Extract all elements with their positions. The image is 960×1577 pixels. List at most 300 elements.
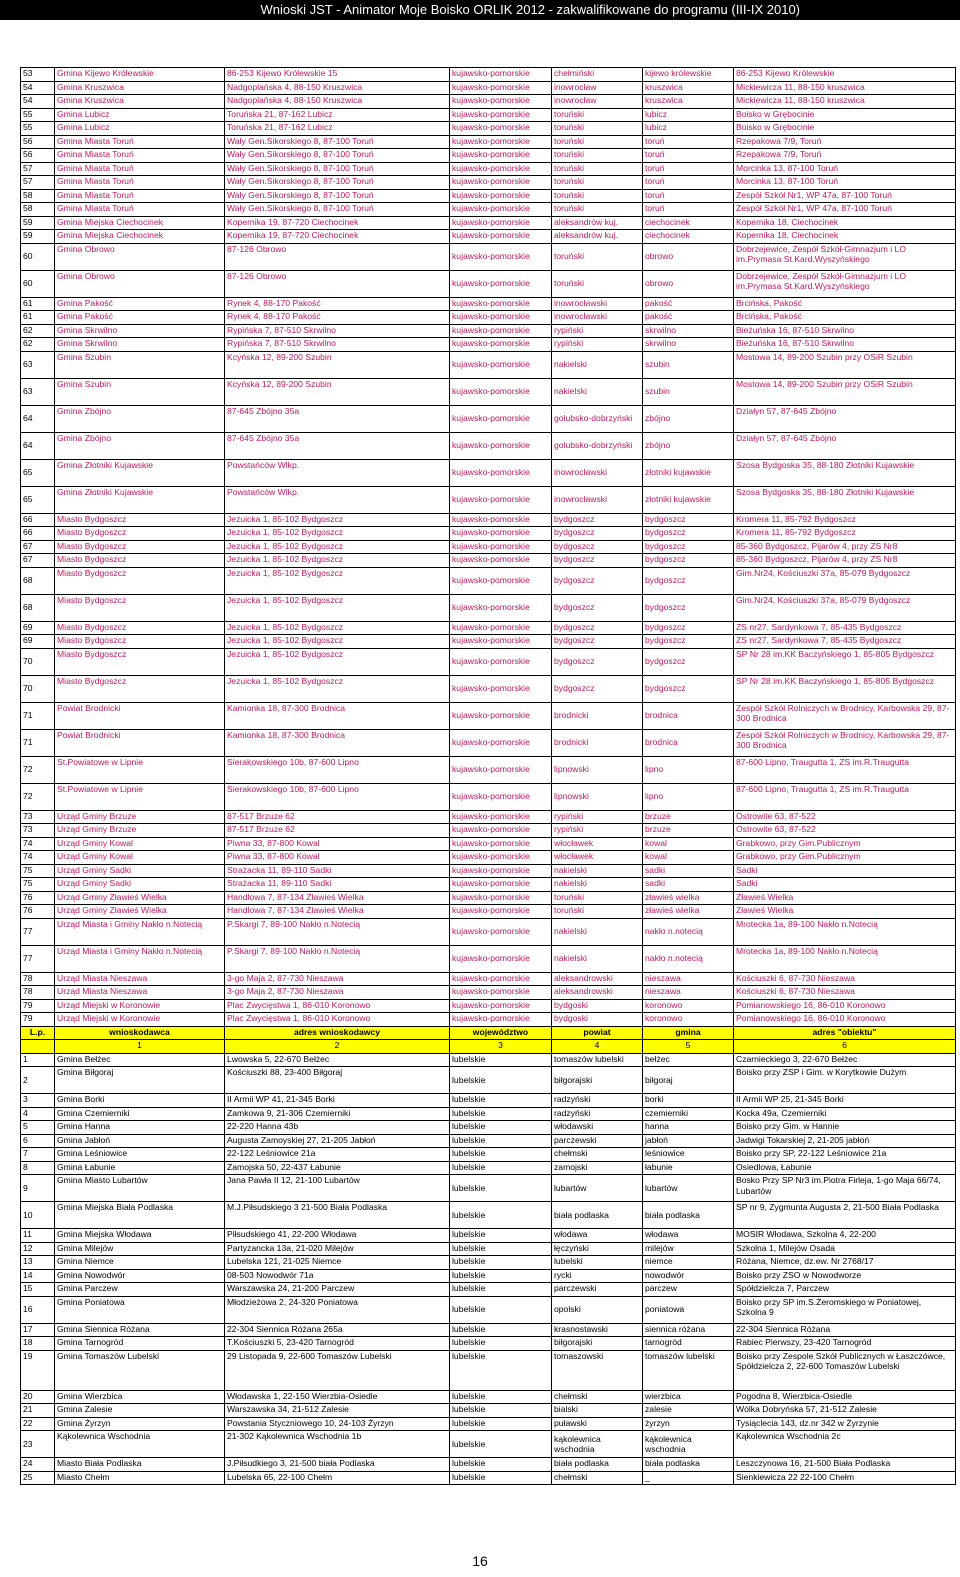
county-cell: nakielski [552,878,643,892]
voivodeship-cell: kujawsko-pomorskie [450,486,552,513]
row-number: 10 [21,1202,55,1229]
row-number: 23 [21,1431,55,1458]
commune-cell: zbójno [643,432,734,459]
commune-cell: kąkolewnica wschodnia [643,1431,734,1458]
voivodeship-cell: lubelskie [450,1471,552,1485]
facility-address-cell: Mickiewicza 11, 88-150 kruszwica [734,95,956,109]
table-row [21,1242,956,1256]
table-row [21,1471,956,1485]
county-cell: inowrocław [552,81,643,95]
row-number: 15 [21,1283,55,1297]
applicant-cell: Gmina Miasta Toruń [55,162,225,176]
voivodeship-cell: kujawsko-pomorskie [450,216,552,230]
voivodeship-cell: kujawsko-pomorskie [450,918,552,945]
applicant-cell: Gmina Nowodwór [55,1269,225,1283]
county-cell: radzyński [552,1107,643,1121]
facility-address-cell: Boisko przy SP im.S.Żeromskiego w Poniatowej, Szkolna 9 [734,1296,956,1323]
row-number: 17 [21,1323,55,1337]
applicant-cell: Gmina Parczew [55,1283,225,1297]
county-cell: bialski [552,1404,643,1418]
applicant-address-cell: Piwna 33, 87-800 Kowal [225,837,450,851]
table-row [21,999,956,1013]
commune-cell: toruń [643,176,734,190]
table-row [21,1323,956,1337]
row-number: 64 [21,405,55,432]
facility-address-cell: Ostrowite 63, 87-522 [734,824,956,838]
row-number: 20 [21,1390,55,1404]
facility-address-cell: Sadki [734,878,956,892]
applicant-cell: Gmina Zbójno [55,405,225,432]
applicant-address-cell: M.J.Piłsudskiego 3 21-500 Biała Podlaska [225,1202,450,1229]
applicant-cell: Gmina Zbójno [55,432,225,459]
applicant-address-cell: T.Kościuszki 5, 23-420 Tarnogród [225,1337,450,1351]
applicant-address-cell: Plac Zwycięstwa 1, 86-010 Koronowo [225,1013,450,1027]
table-row [21,122,956,136]
row-number: 77 [21,918,55,945]
county-cell: biłgorajski [552,1067,643,1094]
applicant-address-cell: 22-220 Hanna 43b [225,1121,450,1135]
county-cell: lipnowski [552,783,643,810]
facility-address-cell: Mrotecka 1a, 89-100 Nakło n.Notecią [734,945,956,972]
row-number: 16 [21,1296,55,1323]
applicant-address-cell: Jezuicka 1, 85-102 Bydgoszcz [225,635,450,649]
facility-address-cell: Dobrzejewice, Zespół Szkół-Gimnazjum i LO im.Prymasa St.Kard.Wyszyńskiego [734,243,956,270]
table-row [21,297,956,311]
row-number: 61 [21,297,55,311]
voivodeship-cell: kujawsko-pomorskie [450,149,552,163]
page-header [0,0,960,20]
applicant-address-cell: Jezuicka 1, 85-102 Bydgoszcz [225,527,450,541]
applicant-cell: Kąkolewnica Wschodnia [55,1431,225,1458]
facility-address-cell: Sienkiewicza 22 22-100 Chełm [734,1471,956,1485]
voivodeship-cell: kujawsko-pomorskie [450,243,552,270]
county-cell: włodawski [552,1121,643,1135]
row-number: 75 [21,878,55,892]
table-row [21,675,956,702]
applicant-cell: Gmina Miasta Toruń [55,135,225,149]
table-row [21,405,956,432]
county-cell: inowrocławski [552,459,643,486]
facility-address-cell: Zławieś Wielka [734,905,956,919]
applicant-address-cell: Lubelska 121, 21-025 Niemce [225,1256,450,1270]
facility-address-cell: Szkolna 1, Milejów Osada [734,1242,956,1256]
county-cell: toruński [552,905,643,919]
voivodeship-cell: lubelskie [450,1067,552,1094]
voivodeship-cell: lubelskie [450,1269,552,1283]
table-row [21,1296,956,1323]
voivodeship-cell: kujawsko-pomorskie [450,311,552,325]
facility-address-cell: SP Nr 28 im.KK Baczyńskiego 1, 85-805 Bydgoszcz [734,675,956,702]
voivodeship-cell: kujawsko-pomorskie [450,621,552,635]
commune-cell: toruń [643,189,734,203]
applicant-address-cell: Handlowa 7, 87-134 Zławieś Wielka [225,891,450,905]
county-cell: bydgoszcz [552,513,643,527]
row-number: 78 [21,986,55,1000]
table-row [21,108,956,122]
county-cell: bydgoszcz [552,567,643,594]
facility-address-cell: 86-253 Kijewo Królewskie [734,68,956,82]
facility-address-cell: Zławieś Wielka [734,891,956,905]
voivodeship-cell: lubelskie [450,1390,552,1404]
voivodeship-cell: lubelskie [450,1094,552,1108]
commune-cell: żyrzyn [643,1417,734,1431]
table-row [21,918,956,945]
applicant-address-cell: 3-go Maja 2, 87-730 Nieszawa [225,972,450,986]
table-row [21,702,956,729]
table-row [21,1390,956,1404]
applicant-cell: Urząd Miejski w Koronowie [55,999,225,1013]
row-number: 75 [21,864,55,878]
applicant-address-cell: Warszawska 24, 21-200 Parczew [225,1283,450,1297]
column-header: L.p. [21,1026,55,1040]
table-row [21,540,956,554]
commune-cell: kruszwica [643,81,734,95]
voivodeship-cell: lubelskie [450,1242,552,1256]
county-cell: parczewski [552,1283,643,1297]
facility-address-cell: Rabiec Pierwszy, 23-420 Tarnogród [734,1337,956,1351]
voivodeship-cell: kujawsko-pomorskie [450,554,552,568]
county-cell: toruński [552,203,643,217]
voivodeship-cell: kujawsko-pomorskie [450,891,552,905]
table-row [21,527,956,541]
row-number: 67 [21,540,55,554]
applicant-cell: Gmina Szubin [55,378,225,405]
applicant-cell: Miasto Bydgoszcz [55,648,225,675]
commune-cell: _ [643,1471,734,1485]
voivodeship-cell: kujawsko-pomorskie [450,999,552,1013]
applicant-cell: Miasto Biała Podlaska [55,1458,225,1472]
voivodeship-cell: lubelskie [450,1431,552,1458]
commune-cell: nieszawa [643,986,734,1000]
county-cell: toruński [552,270,643,297]
facility-address-cell: Bieżuńska 16, 87-510 Skrwilno [734,324,956,338]
county-cell: kąkolewnica wschodnia [552,1431,643,1458]
applicant-address-cell: 87-645 Zbójno 35a [225,432,450,459]
facility-address-cell: ZS nr27, Sardynkowa 7, 85-435 Bydgoszcz [734,635,956,649]
county-cell: inowrocławski [552,311,643,325]
row-number: 68 [21,567,55,594]
voivodeship-cell: kujawsko-pomorskie [450,189,552,203]
applicant-address-cell: Wały Gen.Sikorskiego 8, 87-100 Toruń [225,176,450,190]
county-cell: toruński [552,135,643,149]
row-number: 8 [21,1161,55,1175]
voivodeship-cell: kujawsko-pomorskie [450,297,552,311]
voivodeship-cell: kujawsko-pomorskie [450,905,552,919]
applicant-cell: Gmina Miejska Biała Podlaska [55,1202,225,1229]
applicant-cell: Gmina Szubin [55,351,225,378]
applicant-address-cell: Jana Pawła II 12, 21-100 Lubartów [225,1175,450,1202]
voivodeship-cell: kujawsko-pomorskie [450,68,552,82]
facility-address-cell: Czarnieckiego 3, 22-670 Bełżec [734,1053,956,1067]
applicant-address-cell: 87-645 Zbójno 35a [225,405,450,432]
applicant-cell: Miasto Bydgoszcz [55,554,225,568]
applicant-address-cell: Lubelska 65, 22-100 Chełm [225,1471,450,1485]
commune-cell: szubin [643,351,734,378]
table-row [21,1202,956,1229]
applicant-cell: Gmina Miejska Włodawa [55,1229,225,1243]
voivodeship-cell: kujawsko-pomorskie [450,459,552,486]
applicant-address-cell: Rynek 4, 88-170 Pakość [225,311,450,325]
voivodeship-cell: kujawsko-pomorskie [450,324,552,338]
county-cell: nakielski [552,351,643,378]
applicant-cell: Gmina Zalesie [55,1404,225,1418]
applicant-address-cell: Plac Zwycięstwa 1, 86-010 Koronowo [225,999,450,1013]
applicant-address-cell: 86-253 Kijewo Królewskie 15 [225,68,450,82]
commune-cell: tomaszów lubelski [643,1350,734,1390]
applicant-address-cell: Kopernika 19, 87-720 Ciechocinek [225,230,450,244]
facility-address-cell: Osiedlowa, Łabunie [734,1161,956,1175]
table-row [21,1121,956,1135]
facility-address-cell: Boisko w Grębocinie [734,108,956,122]
row-number: 56 [21,149,55,163]
voivodeship-cell: kujawsko-pomorskie [450,648,552,675]
voivodeship-cell: lubelskie [450,1134,552,1148]
commune-cell: bydgoszcz [643,594,734,621]
applicant-cell: Gmina Kijewo Królewskie [55,68,225,82]
commune-cell: brodnica [643,729,734,756]
table-row [21,459,956,486]
row-number: 55 [21,108,55,122]
applicant-address-cell: 87-517 Brzuze 62 [225,810,450,824]
county-cell: rypiński [552,824,643,838]
table-row [21,176,956,190]
voivodeship-cell: kujawsko-pomorskie [450,594,552,621]
row-number: 72 [21,756,55,783]
table-row [21,729,956,756]
applicant-address-cell: Jezuicka 1, 85-102 Bydgoszcz [225,594,450,621]
commune-cell: bydgoszcz [643,554,734,568]
row-number: 63 [21,378,55,405]
voivodeship-cell: kujawsko-pomorskie [450,405,552,432]
row-number: 59 [21,216,55,230]
county-cell: lipnowski [552,756,643,783]
row-number: 54 [21,95,55,109]
voivodeship-cell: kujawsko-pomorskie [450,162,552,176]
table-row [21,513,956,527]
county-cell: bydgoszcz [552,621,643,635]
county-cell: puławski [552,1417,643,1431]
voivodeship-cell: kujawsko-pomorskie [450,864,552,878]
row-number: 58 [21,203,55,217]
commune-cell: toruń [643,149,734,163]
applicant-address-cell: J.Piłsudkiego 3, 21-500 biała Podlaska [225,1458,450,1472]
facility-address-cell: Boisko przy Zespole Szkół Publicznych w Łaszczówce, Spółdzielcza 2, 22-600 Tomaszów Lubelski [734,1350,956,1390]
applicant-cell: Gmina Pakość [55,311,225,325]
document-title: Wnioski JST - Animator Moje Boisko ORLIK 2012 - zakwalifikowane do programu (III-IX 2010) [260,2,800,17]
county-cell: toruński [552,108,643,122]
commune-cell: toruń [643,162,734,176]
table-row [21,243,956,270]
voivodeship-cell: kujawsko-pomorskie [450,986,552,1000]
table-row [21,230,956,244]
commune-cell: ciechocinek [643,216,734,230]
applicant-cell: Urząd Miasta i Gminy Nakło n.Notecią [55,918,225,945]
row-number: 59 [21,230,55,244]
table-row [21,635,956,649]
row-number: 2 [21,1067,55,1094]
applicant-cell: Miasto Bydgoszcz [55,540,225,554]
applicant-cell: Gmina Kruszwica [55,95,225,109]
commune-cell: bydgoszcz [643,513,734,527]
table-row [21,1337,956,1351]
county-cell: inowrocławski [552,486,643,513]
column-header: powiat [552,1026,643,1040]
commune-cell: toruń [643,203,734,217]
county-cell: nakielski [552,378,643,405]
row-number: 62 [21,338,55,352]
county-cell: biłgorajski [552,1337,643,1351]
row-number: 69 [21,621,55,635]
applicant-address-cell: Warszawska 34, 21-512 Zalesie [225,1404,450,1418]
applicant-address-cell: Powstania Styczniowego 10, 24-103 Żyrzyn [225,1417,450,1431]
county-cell: inowrocławski [552,297,643,311]
applicant-address-cell: Partyzancka 13a, 21-020 Milejów [225,1242,450,1256]
applicant-cell: Gmina Miejska Ciechocinek [55,230,225,244]
county-cell: rypiński [552,338,643,352]
county-cell: krasnostawski [552,1323,643,1337]
applicant-address-cell: 21-302 Kąkolewnica Wschodnia 1b [225,1431,450,1458]
voivodeship-cell: kujawsko-pomorskie [450,878,552,892]
applicant-address-cell: Strażacka 11, 89-110 Sadki [225,864,450,878]
facility-address-cell: Spółdzielcza 7, Parczew [734,1283,956,1297]
voivodeship-cell: kujawsko-pomorskie [450,527,552,541]
table-row [21,1134,956,1148]
row-number: 74 [21,837,55,851]
applicant-cell: Urząd Miejski w Koronowie [55,1013,225,1027]
county-cell: włocławek [552,851,643,865]
county-cell: brodnicki [552,729,643,756]
facility-address-cell: Morcinka 13, 87-100 Toruń [734,162,956,176]
commune-cell: czemierniki [643,1107,734,1121]
column-number: 6 [734,1040,956,1054]
commune-cell: kowal [643,837,734,851]
commune-cell: sadki [643,864,734,878]
applicant-address-cell: Jezuicka 1, 85-102 Bydgoszcz [225,648,450,675]
applicant-address-cell: P.Skargi 7, 89-100 Nakło n.Notecią [225,918,450,945]
column-header-row [21,1026,956,1040]
county-cell: tomaszowski [552,1350,643,1390]
voivodeship-cell: lubelskie [450,1161,552,1175]
row-number: 14 [21,1269,55,1283]
applicant-cell: Urząd Miasta Nieszawa [55,986,225,1000]
applicant-address-cell: Kcyńska 12, 89-200 Szubin [225,378,450,405]
facility-address-cell: Gim.Nr24, Kościuszki 37a, 85-079 Bydgoszcz [734,594,956,621]
applicant-address-cell: Toruńska 21, 87-162 Lubicz [225,122,450,136]
voivodeship-cell: kujawsko-pomorskie [450,675,552,702]
table-row [21,1067,956,1094]
row-number: 9 [21,1175,55,1202]
applicant-address-cell: Kościuszki 88, 23-400 Biłgoraj [225,1067,450,1094]
voivodeship-cell: lubelskie [450,1229,552,1243]
applicant-cell: Gmina Lubicz [55,122,225,136]
applicant-address-cell: Wały Gen.Sikorskiego 8, 87-100 Toruń [225,162,450,176]
commune-cell: ciechocinek [643,230,734,244]
row-number: 66 [21,527,55,541]
table-row [21,378,956,405]
table-row [21,1175,956,1202]
facility-address-cell: Różana, Niemce, dz.ew. Nr 2768/17 [734,1256,956,1270]
commune-cell: bydgoszcz [643,675,734,702]
facility-address-cell: Brcińska, Pakość [734,297,956,311]
county-cell: bydgoski [552,1013,643,1027]
voivodeship-cell: lubelskie [450,1148,552,1162]
facility-address-cell: Morcinka 13, 87-100 Toruń [734,176,956,190]
voivodeship-cell: kujawsko-pomorskie [450,513,552,527]
applicant-address-cell: 29 Listopada 9, 22-600 Tomaszów Lubelski [225,1350,450,1390]
facility-address-cell: Kopernika 18, Ciechocinek [734,216,956,230]
applicant-cell: Gmina Miasta Toruń [55,149,225,163]
facility-address-cell: Mickiewicza 11, 88-150 kruszwica [734,81,956,95]
applicant-address-cell: Lwowska 5, 22-670 Bełżec [225,1053,450,1067]
commune-cell: borki [643,1094,734,1108]
county-cell: toruński [552,176,643,190]
applicant-cell: Gmina Obrowo [55,270,225,297]
row-number: 79 [21,1013,55,1027]
applicant-address-cell: Wały Gen.Sikorskiego 8, 87-100 Toruń [225,203,450,217]
table-row [21,824,956,838]
facility-address-cell: Rzepakowa 7/9, Toruń [734,149,956,163]
county-cell: aleksandrów kuj. [552,216,643,230]
applicant-cell: Gmina Pakość [55,297,225,311]
table-row [21,878,956,892]
commune-cell: zławieś wielka [643,905,734,919]
applicant-cell: Gmina Jabłoń [55,1134,225,1148]
row-number: 55 [21,122,55,136]
column-number: 4 [552,1040,643,1054]
commune-cell: brzuze [643,824,734,838]
commune-cell: skrwilno [643,338,734,352]
facility-address-cell: Zespół Szkół Rolniczych w Brodnicy, Karbowska 29, 87-300 Brodnica [734,729,956,756]
commune-cell: zbójno [643,405,734,432]
table-row [21,1094,956,1108]
voivodeship-cell: kujawsko-pomorskie [450,338,552,352]
applicant-cell: Urząd Gminy Brzuze [55,824,225,838]
table-row [21,837,956,851]
column-header: gmina [643,1026,734,1040]
column-number: 5 [643,1040,734,1054]
facility-address-cell: Kościuszki 6, 87-730 Nieszawa [734,972,956,986]
applicant-cell: Urząd Gminy Zławieś Wielka [55,905,225,919]
table-row [21,1229,956,1243]
table-row [21,189,956,203]
county-cell: aleksandrowski [552,972,643,986]
commune-cell: pakość [643,311,734,325]
voivodeship-cell: lubelskie [450,1283,552,1297]
county-cell: golubsko-dobrzyński [552,405,643,432]
commune-cell: złotniki kujawskie [643,459,734,486]
table-row [21,891,956,905]
applicant-address-cell: Piwna 33, 87-800 Kowal [225,851,450,865]
commune-cell: bydgoszcz [643,540,734,554]
facility-address-cell: Boisko przy ZSP i Gim. w Korytkowie Dużym [734,1067,956,1094]
voivodeship-cell: kujawsko-pomorskie [450,635,552,649]
county-cell: bydgoski [552,999,643,1013]
applicant-cell: Miasto Bydgoszcz [55,594,225,621]
facility-address-cell: Pomianowskiego 16, 86-010 Koronowo [734,999,956,1013]
table-row [21,1350,956,1390]
applicant-address-cell: Kcyńska 12, 89-200 Szubin [225,351,450,378]
facility-address-cell: Dobrzejewice, Zespół Szkół-Gimnazjum i LO im.Prymasa St.Kard.Wyszyńskiego [734,270,956,297]
applicant-address-cell: Nadgoplańska 4, 88-150 Kruszwica [225,81,450,95]
county-cell: radzyński [552,1094,643,1108]
table-row [21,311,956,325]
facility-address-cell: Boisko przy Gim. w Hannie [734,1121,956,1135]
table-row [21,783,956,810]
commune-cell: lubicz [643,108,734,122]
row-number: 68 [21,594,55,621]
applicant-address-cell: Jezuicka 1, 85-102 Bydgoszcz [225,621,450,635]
applicant-address-cell: Rypińska 7, 87-510 Skrwilno [225,324,450,338]
